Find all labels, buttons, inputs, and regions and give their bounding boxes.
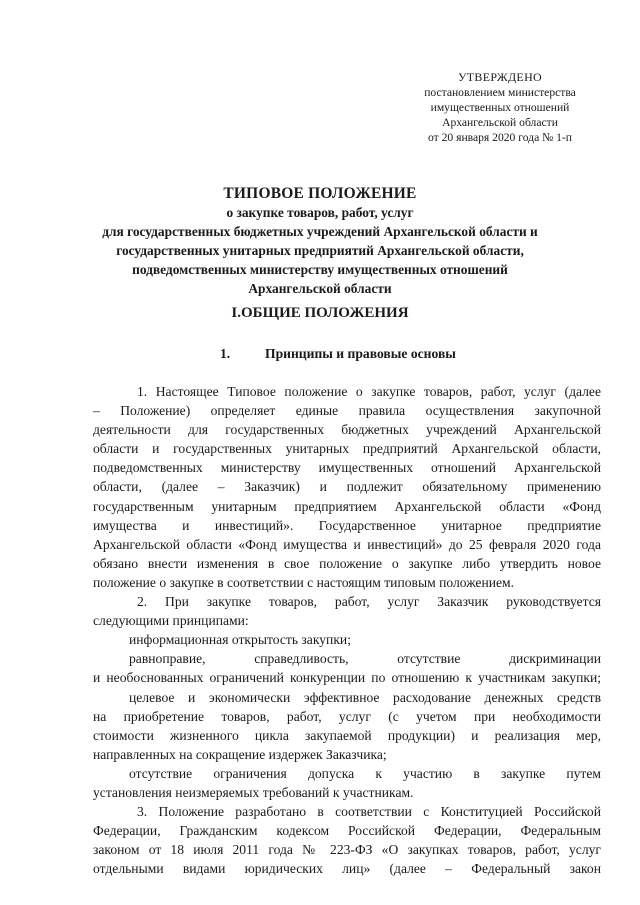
text-line: следующими принципами: — [93, 613, 249, 629]
text-line: положение о закупке в соответствии с настоящим типовым положением. — [93, 574, 515, 590]
subtitle-line: Архангельской области — [248, 281, 392, 296]
text-line: установления неизмеряемых требований к участникам. — [93, 784, 414, 800]
approval-stamp — [380, 70, 620, 145]
text-line: и необоснованных ограничений конкуренции по отношению к участникам закупки; — [93, 670, 601, 686]
text-line: области, (далее – Заказчик) и подлежит обязательному применению — [93, 479, 601, 495]
subtitle-line: подведомственных министерству имущественных отношений — [132, 262, 508, 277]
text-line: области и государственных унитарных предприятий Архангельской области, — [93, 441, 601, 457]
text-line: 2. При закупке товаров, работ, услуг Заказчик руководствуется — [137, 594, 601, 610]
text-line: направленных на сокращение издержек Заказчика; — [93, 746, 387, 762]
text-line: государственным унитарным предприятием Архангельской области «Фонд — [93, 498, 601, 514]
subsection-title: Принципы и правовые основы — [265, 346, 456, 361]
document-title: ТИПОВОЕ ПОЛОЖЕНИЕ — [223, 185, 417, 202]
text-line: стоимости жизненного цикла закупаемой продукции) и реализация мер, — [93, 727, 601, 743]
list-item: отсутствие ограничения допуска к участию в закупке путем — [129, 765, 601, 781]
approval-line: Архангельской области — [442, 116, 558, 129]
list-item: целевое и экономически эффективное расходование денежных средств — [129, 689, 601, 705]
text-line: обязано внести изменения в свое положение о закупке либо утвердить новое — [93, 555, 601, 571]
text-line: имущества и инвестиций». Государственное унитарное предприятие — [93, 517, 601, 533]
text-line: отдельными видами юридических лиц» (далее – Федеральный закон — [93, 861, 601, 877]
list-item: равноправие, справедливость, отсутствие дискриминации — [129, 651, 601, 667]
text-line: 3. Положение разработано в соответствии с Конституцией Российской — [137, 804, 601, 820]
body-text — [93, 382, 601, 878]
document-title-block — [60, 184, 580, 298]
text-line: – Положение) определяет единые правила осуществления закупочной — [93, 403, 601, 419]
section-heading: I.ОБЩИЕ ПОЛОЖЕНИЯ — [231, 305, 409, 321]
text-line: законом от 18 июля 2011 года № 223-ФЗ «О закупках товаров, работ, услуг — [93, 842, 601, 858]
text-line: Архангельской области «Фонд имущества и инвестиций» до 25 февраля 2020 года — [93, 536, 601, 552]
approval-line: постановлением министерства — [424, 86, 576, 99]
text-line: деятельности для государственных бюджетных учреждений Архангельской — [93, 422, 601, 438]
subtitle-line: для государственных бюджетных учреждений Архангельской области и — [102, 224, 538, 239]
subsection-number: 1. — [220, 346, 231, 361]
approval-date-line: от 20 января 2020 года № 1-п — [428, 131, 572, 144]
approval-heading: УТВЕРЖДЕНО — [457, 70, 542, 84]
text-line: на приобретение товаров, работ, услуг (с учетом при необходимости — [93, 708, 601, 724]
text-line: Федерации, Гражданским кодексом Российской Федерации, Федеральным — [93, 823, 601, 839]
text-line: 1. Настоящее Типовое положение о закупке товаров, работ, услуг (далее — [137, 384, 601, 399]
subtitle-line: о закупке товаров, работ, услуг — [226, 205, 414, 220]
document-subtitle — [60, 203, 580, 298]
approval-line: имущественных отношений — [430, 101, 570, 114]
text-line: подведомственных министерству имущественных отношений Архангельской — [93, 460, 601, 476]
list-item: информационная открытость закупки; — [129, 632, 351, 648]
subtitle-line: государственных унитарных предприятий Архангельской области, — [116, 243, 524, 258]
